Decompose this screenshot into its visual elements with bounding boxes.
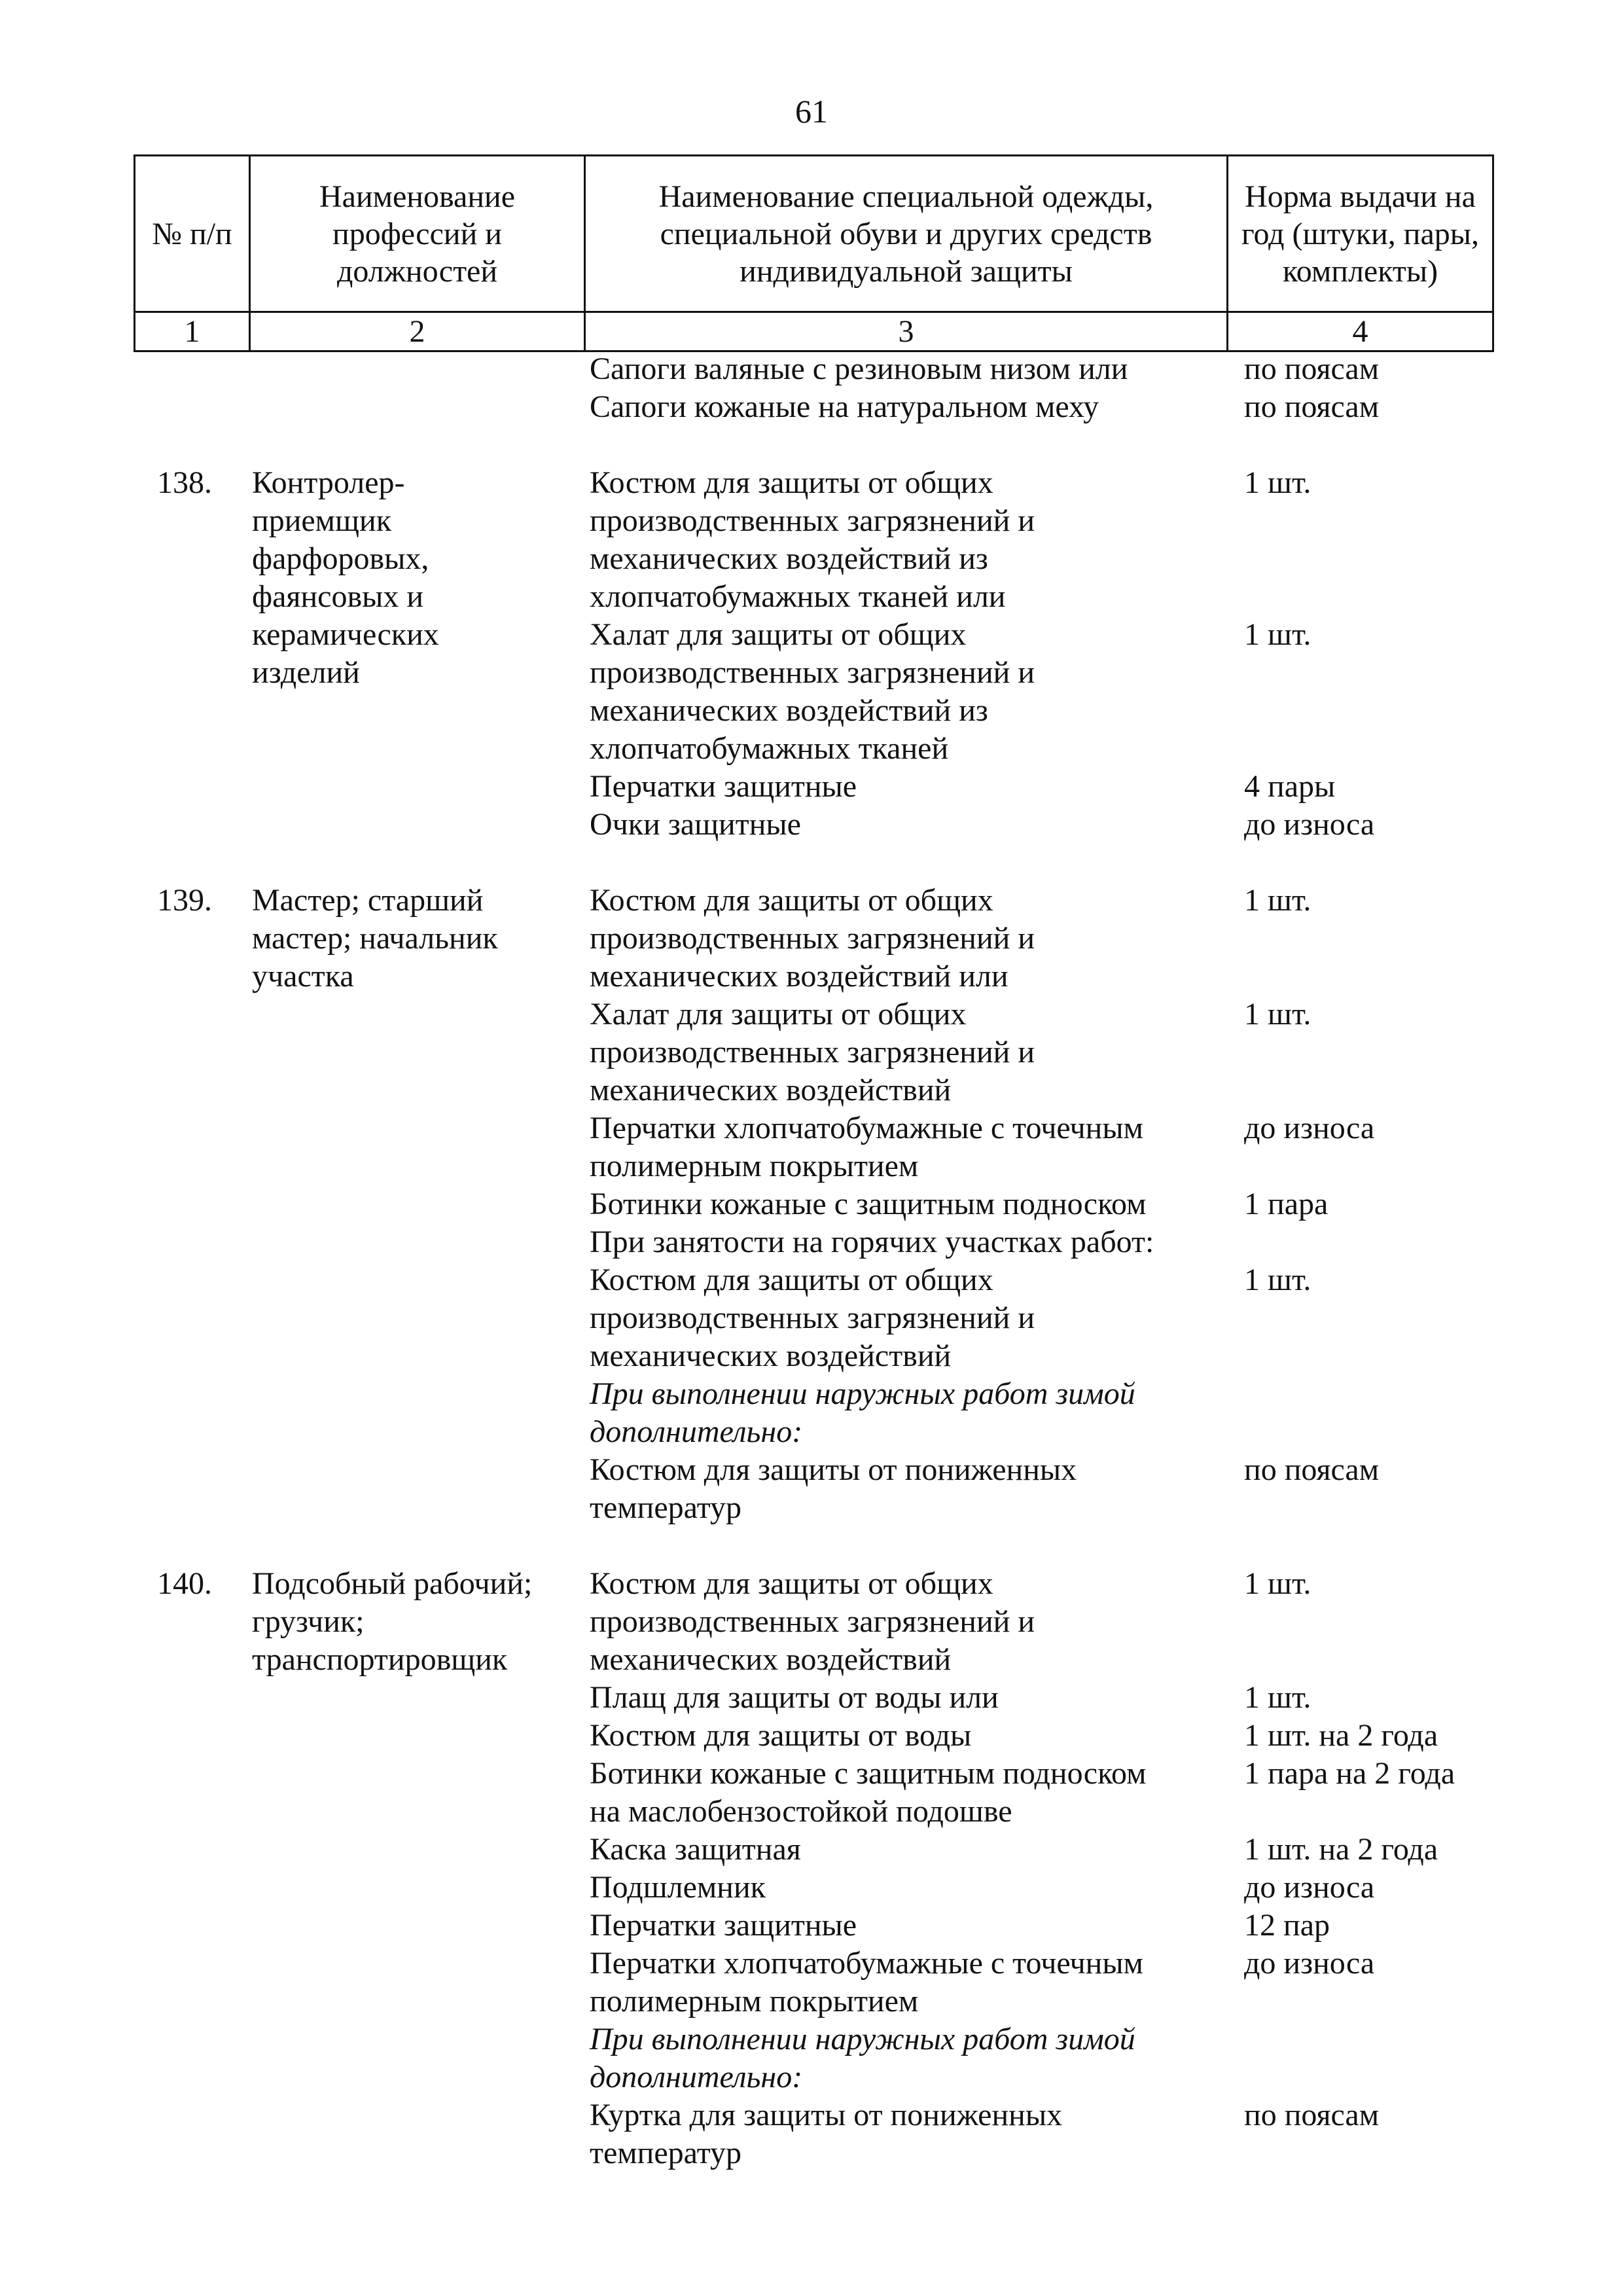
item-name: Перчатки защитные [590,1908,857,1943]
column-number-3: 3 [585,312,1228,351]
list-item [590,388,1532,426]
item-name: Подшлемник [590,1870,766,1905]
list-item [590,350,1532,388]
list-item [590,1109,1532,1185]
row-number: 139. [157,883,212,918]
item-name: Ботинки кожаные с защитным подноском на маслобензостойкой подошве [590,1756,1147,1829]
list-item [590,1717,1532,1755]
item-norm: 1 шт. [1244,1566,1311,1601]
row-profession: Контролер- приемщик фарфоровых, фаянсовых и керамических изделий [252,465,439,690]
item-norm: 1 шт. [1244,997,1311,1031]
item-norm: по поясам [1244,389,1380,424]
list-item [590,1907,1532,1945]
item-norm: 1 шт. [1244,465,1311,500]
item-name: Костюм для защиты от общих производственных загрязнений и механических воздействий [590,1566,1035,1677]
list-item [590,1869,1532,1907]
item-name: Костюм для защиты от пониженных температур [590,1452,1077,1525]
item-name: Очки защитные [590,807,801,842]
list-item [590,1261,1532,1375]
list-item [590,882,1532,996]
item-norm: 1 шт. на 2 года [1244,1718,1438,1753]
item-norm: 1 пара [1244,1187,1329,1221]
item-name: Халат для защиты от общих производственных загрязнений и механических воздействий из хлопчатобумажных тканей [590,617,1035,766]
item-name: Костюм для защиты от общих производственных загрязнений и механических воздействий или [590,883,1035,994]
item-name: Костюм для защиты от общих производственных загрязнений и механических воздействий [590,1263,1035,1373]
item-norm: 1 шт. [1244,1680,1311,1715]
list-item [590,996,1532,1109]
item-norm: 1 шт. на 2 года [1244,1832,1438,1867]
row-profession: Подсобный рабочий; грузчик; транспортировщик [252,1566,533,1677]
list-item [590,806,1532,844]
list-item [590,1185,1532,1223]
item-norm: до износа [1244,1111,1375,1145]
row-number: 140. [157,1566,212,1601]
list-item [590,1755,1532,1831]
item-norm: по поясам [1244,2098,1380,2132]
item-norm: до износа [1244,1870,1375,1905]
item-norm: до износа [1244,1946,1375,1981]
item-name: Перчатки хлопчатобумажные с точечным полимерным покрытием [590,1111,1143,1183]
list-item [590,464,1532,616]
page-number: 61 [795,93,828,130]
continuation-section [0,350,1623,426]
header-equipment: Наименование специальной одежды, специальной обуви и других средств индивидуальной защиты [585,156,1228,312]
subsection-heading: При выполнении наружных работ зимой дополнительно: [590,2022,1135,2094]
item-name: Ботинки кожаные с защитным подноском [590,1187,1147,1221]
column-number-1: 1 [135,312,250,351]
item-norm: 12 пар [1244,1908,1330,1943]
item-norm [1244,1223,1532,1261]
row-number: 138. [157,465,212,500]
table-row [0,464,1623,844]
table-row [0,1565,1623,2172]
list-item [590,2020,1532,2096]
column-number-4: 4 [1228,312,1493,351]
list-item [590,2096,1532,2172]
header-profession: Наименование профессий и должностей [250,156,585,312]
item-name: Куртка для защиты от пониженных температур [590,2098,1063,2170]
table-body [0,350,1623,2172]
table-row [0,882,1623,1527]
item-norm: по поясам [1244,351,1380,386]
item-name: Плащ для защиты от воды или [590,1680,999,1715]
item-norm [1244,1375,1532,1451]
list-item [590,1565,1532,1679]
item-name: Костюм для защиты от общих производственных загрязнений и механических воздействий из хлопчатобумажных тканей или [590,465,1035,614]
item-name: Каска защитная [590,1832,801,1867]
list-item [590,616,1532,768]
item-norm: по поясам [1244,1452,1380,1487]
item-norm: 1 пара на 2 года [1244,1756,1455,1791]
item-name: Сапоги валяные с резиновым низом или [590,351,1128,386]
item-norm: 1 шт. [1244,617,1311,652]
list-item [590,1831,1532,1869]
subsection-heading: При выполнении наружных работ зимой дополнительно: [590,1376,1135,1449]
list-item [590,768,1532,806]
list-item [590,1223,1532,1261]
list-item [590,1679,1532,1717]
list-item [590,1375,1532,1451]
item-norm: 4 пары [1244,769,1336,804]
item-name: Костюм для защиты от воды [590,1718,972,1753]
item-name: Сапоги кожаные на натуральном меху [590,389,1099,424]
item-norm: 1 шт. [1244,1263,1311,1297]
list-item [590,1945,1532,2020]
item-norm: до износа [1244,807,1375,842]
item-name: Халат для защиты от общих производственных загрязнений и механических воздействий [590,997,1035,1107]
item-name: Перчатки хлопчатобумажные с точечным полимерным покрытием [590,1946,1143,2018]
header-number: № п/п [135,156,250,312]
table-header [134,154,1494,352]
row-profession: Мастер; старший мастер; начальник участка [252,883,498,994]
header-norm: Норма выдачи на год (штуки, пары, комплекты) [1228,156,1493,312]
item-norm [1244,2020,1532,2096]
column-number-2: 2 [250,312,585,351]
item-name: Перчатки защитные [590,769,857,804]
list-item [590,1451,1532,1527]
item-norm: 1 шт. [1244,883,1311,918]
subsection-heading: При занятости на горячих участках работ: [590,1225,1154,1259]
